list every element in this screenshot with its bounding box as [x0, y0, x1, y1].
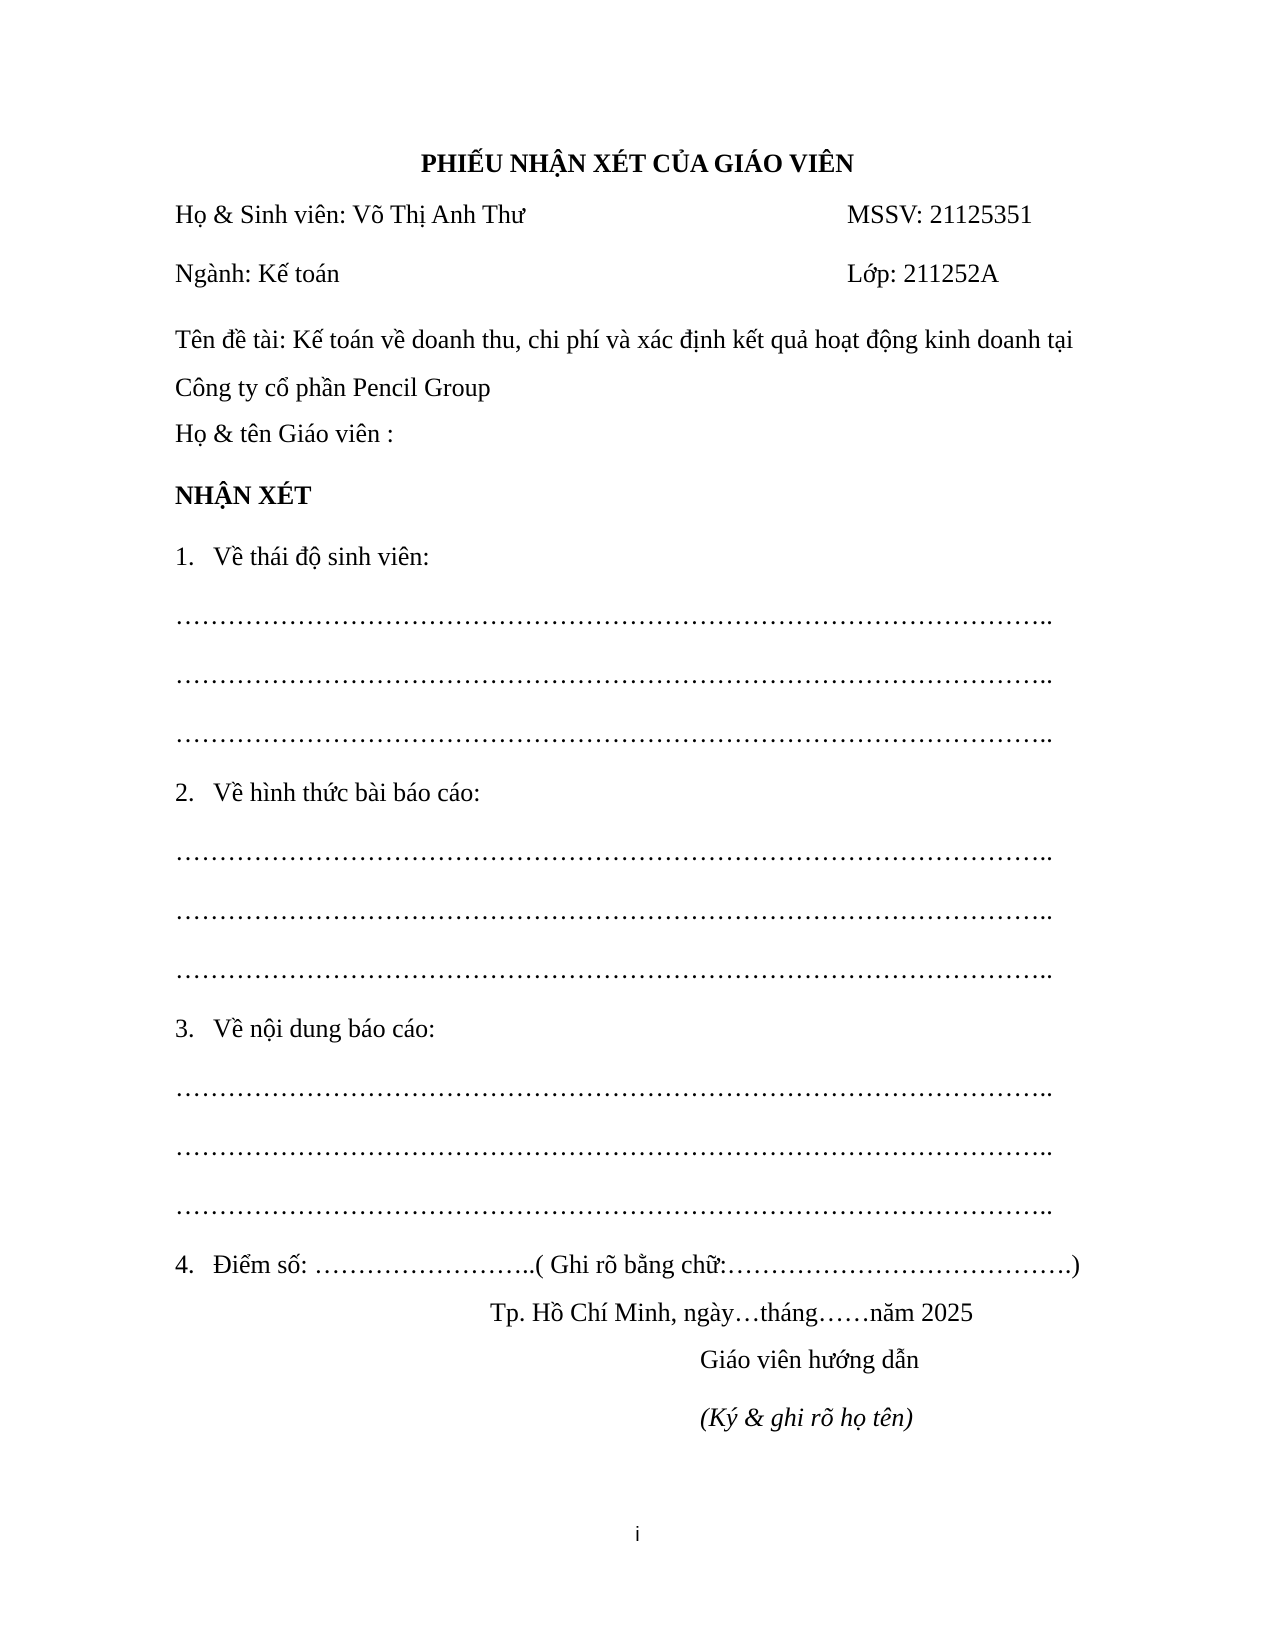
section-label: Về nội dung báo cáo:	[213, 1014, 436, 1043]
section-1-answer-line: ………………………………………………………………………………………..	[175, 601, 1053, 630]
student-class: Lớp: 211252A	[847, 259, 1000, 288]
section-3-answer-line: ………………………………………………………………………………………..	[175, 1073, 1053, 1102]
teacher-name-label: Họ & tên Giáo viên :	[175, 419, 394, 448]
topic-line-1: Tên đề tài: Kế toán về doanh thu, chi phí và xác định kết quả hoạt động kinh doanh tại	[175, 325, 1074, 354]
page-title: PHIẾU NHẬN XÉT CỦA GIÁO VIÊN	[420, 149, 855, 178]
section-2-answer-line: ………………………………………………………………………………………..	[175, 896, 1053, 925]
student-name: Họ & Sinh viên: Võ Thị Anh Thư	[175, 200, 525, 229]
section-2-answer-line: ………………………………………………………………………………………..	[175, 837, 1053, 866]
student-major: Ngành: Kế toán	[175, 259, 340, 288]
student-id: MSSV: 21125351	[847, 200, 1033, 229]
section-3-heading	[175, 1013, 435, 1045]
section-3-answer-line: ………………………………………………………………………………………..	[175, 1132, 1053, 1161]
section-1-answer-line: ………………………………………………………………………………………..	[175, 660, 1053, 689]
section-number: 4.	[175, 1250, 195, 1279]
section-number: 1.	[175, 542, 195, 571]
topic-line-2: Công ty cổ phần Pencil Group	[175, 373, 491, 402]
signer-role: Giáo viên hướng dẫn	[700, 1345, 920, 1374]
score-text: Điểm số: ……………………..( Ghi rõ bằng chữ:………………………………….)	[213, 1250, 1080, 1279]
section-2-heading	[175, 777, 481, 809]
section-2-answer-line: ………………………………………………………………………………………..	[175, 955, 1053, 984]
section-label: Về thái độ sinh viên:	[213, 542, 430, 571]
section-label: Về hình thức bài báo cáo:	[213, 778, 481, 807]
comments-heading: NHẬN XÉT	[175, 481, 312, 510]
signature-instruction: (Ký & ghi rõ họ tên)	[700, 1403, 914, 1432]
section-1-heading	[175, 541, 430, 573]
page-number: i	[635, 1524, 640, 1546]
score-line	[175, 1249, 1080, 1281]
place-date: Tp. Hồ Chí Minh, ngày…tháng……năm 2025	[490, 1298, 974, 1327]
section-number: 3.	[175, 1014, 195, 1043]
section-3-answer-line: ………………………………………………………………………………………..	[175, 1191, 1053, 1220]
section-1-answer-line: ………………………………………………………………………………………..	[175, 719, 1053, 748]
section-number: 2.	[175, 778, 195, 807]
